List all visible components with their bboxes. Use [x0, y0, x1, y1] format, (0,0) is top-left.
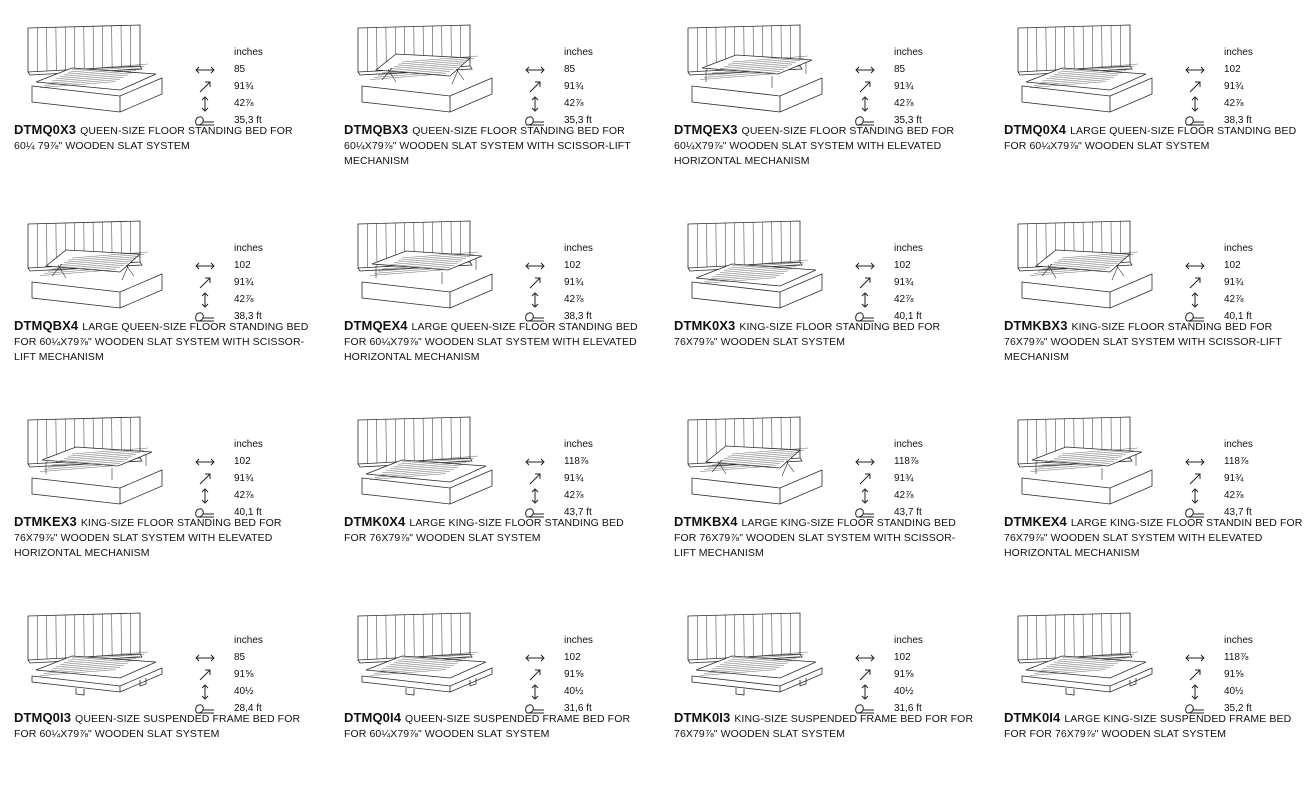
product-description-text: KING-SIZE FLOOR STANDING BED FOR 76X79⅞" WOODEN SLAT SYSTEM WITH SCISSOR-LIFT MECHANISM [1004, 321, 1282, 363]
height-arrow-icon [190, 487, 220, 504]
product-description [674, 514, 974, 561]
dimension-height-value: 42⅞ [894, 487, 913, 504]
dimension-height [520, 95, 583, 112]
height-arrow-icon [850, 487, 880, 504]
dimension-height [850, 683, 913, 700]
dimension-width [190, 61, 245, 78]
dimension-length [1180, 470, 1243, 487]
dimension-width-value: 102 [1224, 61, 1241, 78]
width-arrow-icon [190, 257, 220, 274]
dimension-volume-value: 35,2 ft [1224, 700, 1252, 717]
bed-drawing [682, 218, 832, 316]
dimension-width [520, 257, 581, 274]
product-description-text: LARGE QUEEN-SIZE FLOOR STANDING BED FOR 60¼X79⅞" WOODEN SLAT SYSTEM [1004, 125, 1296, 152]
bed-drawing [1012, 414, 1162, 512]
dimension-width [190, 257, 251, 274]
bed-drawing [352, 610, 502, 708]
width-arrow-icon [520, 257, 550, 274]
product-description [1004, 710, 1304, 742]
width-arrow-icon [850, 257, 880, 274]
width-arrow-icon [1180, 649, 1210, 666]
width-arrow-icon [850, 61, 880, 78]
product-code: DTMK0X4 [344, 514, 405, 529]
product-description-text: QUEEN-SIZE FLOOR STANDING BED FOR 60¼X79⅞" WOODEN SLAT SYSTEM WITH SCISSOR-LIFT MECHANISM [344, 125, 631, 167]
dimension-height [520, 291, 583, 308]
dimension-length [850, 274, 913, 291]
width-arrow-icon [1180, 61, 1210, 78]
width-arrow-icon [190, 61, 220, 78]
product-code: DTMQ0I3 [14, 710, 71, 725]
dimension-volume-value: 40,1 ft [1224, 308, 1252, 325]
length-arrow-icon [190, 274, 220, 291]
product-card [330, 414, 648, 592]
product-description-text: QUEEN-SIZE SUSPENDED FRAME BED FOR FOR 60¼X79⅞" WOODEN SLAT SYSTEM [344, 713, 630, 740]
dimension-length-value: 91¾ [1224, 78, 1243, 95]
dimension-length-value: 91¾ [564, 470, 583, 487]
dimension-length-value: 91¾ [894, 78, 913, 95]
product-card [0, 218, 318, 396]
product-code: DTMQEX4 [344, 318, 408, 333]
dimension-unit: inches [894, 632, 923, 649]
height-arrow-icon [520, 683, 550, 700]
height-arrow-icon [190, 95, 220, 112]
dimension-length-value: 91⅝ [1224, 666, 1243, 683]
dimension-volume-value: 43,7 ft [564, 504, 592, 521]
dimension-height [1180, 95, 1243, 112]
dimension-length [520, 666, 583, 683]
dimension-width [850, 649, 911, 666]
dimension-height [850, 95, 913, 112]
length-arrow-icon [850, 78, 880, 95]
length-arrow-icon [850, 470, 880, 487]
dimension-width-value: 85 [894, 61, 905, 78]
dimension-length [850, 78, 913, 95]
dimension-width-value: 85 [564, 61, 575, 78]
product-description [674, 318, 974, 350]
height-arrow-icon [850, 95, 880, 112]
dimension-width [190, 453, 251, 470]
width-arrow-icon [190, 453, 220, 470]
dimension-length-value: 91¾ [894, 274, 913, 291]
dimension-length [520, 274, 583, 291]
product-code: DTMK0I3 [674, 710, 730, 725]
length-arrow-icon [520, 274, 550, 291]
dimension-width-value: 85 [234, 61, 245, 78]
height-arrow-icon [520, 291, 550, 308]
product-card [0, 610, 318, 788]
dimension-unit: inches [894, 436, 923, 453]
product-code: DTMQBX3 [344, 122, 408, 137]
dimension-width [520, 649, 581, 666]
bed-drawing [22, 610, 172, 708]
dimension-width [1180, 61, 1241, 78]
product-description-text: LARGE KING-SIZE FLOOR STANDING BED FOR 76X79⅞" WOODEN SLAT SYSTEM WITH SCISSOR-LIFT MECHANISM [674, 517, 956, 559]
dimension-width-value: 85 [234, 649, 245, 666]
product-description-text: LARGE KING-SIZE SUSPENDED FRAME BED FOR FOR 76X79⅞" WOODEN SLAT SYSTEM [1004, 713, 1291, 740]
dimension-unit: inches [234, 44, 263, 61]
dimension-unit: inches [894, 240, 923, 257]
height-arrow-icon [1180, 683, 1210, 700]
width-arrow-icon [520, 649, 550, 666]
dimension-width [850, 453, 918, 470]
product-description [1004, 122, 1304, 154]
dimension-height-value: 42⅞ [894, 95, 913, 112]
dimension-volume-value: 38,3 ft [564, 308, 592, 325]
dimension-height-value: 42⅞ [894, 291, 913, 308]
dimension-height-value: 40½ [1224, 683, 1243, 700]
dimension-height [1180, 487, 1243, 504]
product-description [344, 710, 644, 742]
product-code: DTMKEX3 [14, 514, 77, 529]
height-arrow-icon [520, 95, 550, 112]
dimension-length-value: 91¾ [564, 78, 583, 95]
bed-drawing [352, 22, 502, 120]
dimension-width-value: 118⅞ [1224, 649, 1248, 666]
dimension-width-value: 118⅞ [894, 453, 918, 470]
dimension-height [1180, 291, 1243, 308]
dimension-length-value: 91¾ [1224, 274, 1243, 291]
product-description [1004, 514, 1304, 561]
product-code: DTMKEX4 [1004, 514, 1067, 529]
dimension-width [850, 61, 905, 78]
dimension-length-value: 91¾ [234, 274, 253, 291]
product-code: DTMK0I4 [1004, 710, 1060, 725]
dimension-volume-value: 38,3 ft [1224, 112, 1252, 129]
product-description-text: QUEEN-SIZE FLOOR STANDING BED FOR 60¼ 79⅞" WOODEN SLAT SYSTEM [14, 125, 293, 152]
product-description [344, 514, 644, 546]
dimension-height-value: 42⅞ [564, 487, 583, 504]
dimension-length [1180, 274, 1243, 291]
dimension-volume-value: 31,6 ft [894, 700, 922, 717]
dimension-height-value: 42⅞ [1224, 95, 1243, 112]
dimension-height [190, 95, 253, 112]
product-description-text: QUEEN-SIZE FLOOR STANDING BED FOR 60¼X79⅞" WOODEN SLAT SYSTEM WITH ELEVATED HORIZONTAL MECHANISM [674, 125, 954, 167]
product-card [330, 22, 648, 200]
dimension-height-value: 40½ [894, 683, 913, 700]
bed-drawing [682, 414, 832, 512]
height-arrow-icon [190, 683, 220, 700]
dimension-width-value: 102 [1224, 257, 1241, 274]
dimension-volume-value: 43,7 ft [894, 504, 922, 521]
product-code: DTMQ0X3 [14, 122, 76, 137]
height-arrow-icon [850, 291, 880, 308]
height-arrow-icon [1180, 487, 1210, 504]
dimension-height [520, 683, 583, 700]
product-description-text: KING-SIZE SUSPENDED FRAME BED FOR FOR 76X79⅞" WOODEN SLAT SYSTEM [674, 713, 973, 740]
product-card [660, 414, 978, 592]
width-arrow-icon [520, 61, 550, 78]
dimension-length [190, 666, 253, 683]
dimension-width [1180, 257, 1241, 274]
bed-drawing [1012, 610, 1162, 708]
dimension-unit: inches [564, 240, 593, 257]
product-description [344, 318, 644, 365]
product-code: DTMK0X3 [674, 318, 735, 333]
dimension-length [850, 666, 913, 683]
product-card [0, 22, 318, 200]
dimension-volume-value: 43,7 ft [1224, 504, 1252, 521]
product-card [660, 610, 978, 788]
dimension-volume-value: 35,3 ft [564, 112, 592, 129]
dimension-height-value: 42⅞ [564, 291, 583, 308]
height-arrow-icon [850, 683, 880, 700]
dimension-length [1180, 666, 1243, 683]
dimension-height [190, 291, 253, 308]
product-description-text: KING-SIZE FLOOR STANDING BED FOR 76X79⅞" WOODEN SLAT SYSTEM WITH ELEVATED HORIZONTAL MECHANISM [14, 517, 282, 559]
dimension-length-value: 91¾ [1224, 470, 1243, 487]
product-card [990, 22, 1308, 200]
width-arrow-icon [520, 453, 550, 470]
product-description [344, 122, 644, 169]
product-code: DTMQBX4 [14, 318, 78, 333]
bed-drawing [682, 22, 832, 120]
length-arrow-icon [1180, 274, 1210, 291]
product-code: DTMKBX4 [674, 514, 738, 529]
dimension-height-value: 42⅞ [234, 291, 253, 308]
dimension-unit: inches [1224, 240, 1253, 257]
dimension-unit: inches [1224, 436, 1253, 453]
dimension-unit: inches [564, 44, 593, 61]
product-description [14, 318, 314, 365]
dimension-length-value: 91⅝ [564, 666, 583, 683]
dimension-height-value: 42⅞ [234, 95, 253, 112]
product-code: DTMQ0I4 [344, 710, 401, 725]
height-arrow-icon [190, 291, 220, 308]
dimension-height-value: 42⅞ [1224, 487, 1243, 504]
dimension-length-value: 91¾ [894, 470, 913, 487]
dimension-width [1180, 453, 1248, 470]
product-description-text: LARGE QUEEN-SIZE FLOOR STANDING BED FOR 60¼X79⅞" WOODEN SLAT SYSTEM WITH SCISSOR-LIFT MECHANISM [14, 321, 308, 363]
bed-drawing [22, 414, 172, 512]
product-card [990, 218, 1308, 396]
product-description [14, 514, 314, 561]
dimension-length-value: 91⅝ [234, 666, 253, 683]
product-description [14, 710, 314, 742]
product-card [990, 610, 1308, 788]
height-arrow-icon [520, 487, 550, 504]
dimension-length [190, 78, 253, 95]
product-code: DTMQ0X4 [1004, 122, 1066, 137]
dimension-width-value: 118⅞ [1224, 453, 1248, 470]
product-description-text: QUEEN-SIZE SUSPENDED FRAME BED FOR FOR 60¼X79⅞" WOODEN SLAT SYSTEM [14, 713, 300, 740]
dimension-height [850, 291, 913, 308]
bed-drawing [1012, 218, 1162, 316]
dimension-width-value: 118⅞ [564, 453, 588, 470]
product-card [990, 414, 1308, 592]
product-description-text: LARGE QUEEN-SIZE FLOOR STANDING BED FOR 60¼X79⅞" WOODEN SLAT SYSTEM WITH ELEVATED HORIZONTAL MECHANISM [344, 321, 638, 363]
width-arrow-icon [1180, 257, 1210, 274]
dimension-unit: inches [564, 436, 593, 453]
dimension-height [1180, 683, 1243, 700]
product-description-text: LARGE KING-SIZE FLOOR STANDING BED FOR 76X79⅞" WOODEN SLAT SYSTEM [344, 517, 624, 544]
width-arrow-icon [850, 453, 880, 470]
product-description [674, 122, 974, 169]
length-arrow-icon [520, 666, 550, 683]
bed-drawing [682, 610, 832, 708]
width-arrow-icon [850, 649, 880, 666]
product-description [1004, 318, 1304, 365]
dimension-unit: inches [564, 632, 593, 649]
dimension-height-value: 40½ [564, 683, 583, 700]
dimension-width [1180, 649, 1248, 666]
length-arrow-icon [1180, 78, 1210, 95]
dimension-height [190, 683, 253, 700]
dimension-unit: inches [894, 44, 923, 61]
dimension-width-value: 102 [564, 649, 581, 666]
dimension-length [520, 78, 583, 95]
product-card [660, 218, 978, 396]
width-arrow-icon [1180, 453, 1210, 470]
bed-drawing [352, 414, 502, 512]
dimension-height-value: 42⅞ [1224, 291, 1243, 308]
dimension-width [520, 453, 588, 470]
length-arrow-icon [850, 666, 880, 683]
length-arrow-icon [520, 470, 550, 487]
length-arrow-icon [190, 470, 220, 487]
length-arrow-icon [1180, 470, 1210, 487]
product-code: DTMKBX3 [1004, 318, 1068, 333]
product-code: DTMQEX3 [674, 122, 738, 137]
dimension-width-value: 102 [234, 257, 251, 274]
dimension-width-value: 102 [564, 257, 581, 274]
product-card [660, 22, 978, 200]
product-card [330, 218, 648, 396]
dimension-unit: inches [1224, 44, 1253, 61]
dimension-width [850, 257, 911, 274]
dimension-length [190, 274, 253, 291]
dimension-width-value: 102 [894, 257, 911, 274]
dimension-length [1180, 78, 1243, 95]
bed-drawing [22, 218, 172, 316]
dimension-height-value: 42⅞ [564, 95, 583, 112]
dimension-length [850, 470, 913, 487]
product-card [330, 610, 648, 788]
width-arrow-icon [190, 649, 220, 666]
product-description [14, 122, 314, 154]
length-arrow-icon [190, 78, 220, 95]
dimension-width-value: 102 [894, 649, 911, 666]
length-arrow-icon [850, 274, 880, 291]
dimension-length [190, 470, 253, 487]
dimension-width [190, 649, 245, 666]
height-arrow-icon [1180, 95, 1210, 112]
dimension-unit: inches [234, 436, 263, 453]
length-arrow-icon [190, 666, 220, 683]
dimension-volume-value: 40,1 ft [234, 504, 262, 521]
bed-drawing [22, 22, 172, 120]
height-arrow-icon [1180, 291, 1210, 308]
length-arrow-icon [520, 78, 550, 95]
dimension-height [190, 487, 253, 504]
dimension-unit: inches [234, 632, 263, 649]
dimension-height [850, 487, 913, 504]
product-description-text: KING-SIZE FLOOR STANDING BED FOR 76X79⅞" WOODEN SLAT SYSTEM [674, 321, 940, 348]
dimension-volume-value: 35,3 ft [894, 112, 922, 129]
product-description-text: LARGE KING-SIZE FLOOR STANDIN BED FOR 76X79⅞" WOODEN SLAT SYSTEM WITH ELEVATED HORIZONTAL MECHANISM [1004, 517, 1302, 559]
dimension-volume-value: 31,6 ft [564, 700, 592, 717]
product-description [674, 710, 974, 742]
dimension-height [520, 487, 583, 504]
product-card [0, 414, 318, 592]
dimension-unit: inches [234, 240, 263, 257]
dimension-volume-value: 35,3 ft [234, 112, 262, 129]
dimension-length [520, 470, 583, 487]
length-arrow-icon [1180, 666, 1210, 683]
dimension-length-value: 91¾ [234, 470, 253, 487]
dimension-unit: inches [1224, 632, 1253, 649]
bed-drawing [352, 218, 502, 316]
dimension-width-value: 102 [234, 453, 251, 470]
dimension-volume-value: 40,1 ft [894, 308, 922, 325]
dimension-height-value: 42⅞ [234, 487, 253, 504]
dimension-width [520, 61, 575, 78]
dimension-length-value: 91⅝ [894, 666, 913, 683]
dimension-length-value: 91¾ [564, 274, 583, 291]
bed-drawing [1012, 22, 1162, 120]
dimension-length-value: 91¾ [234, 78, 253, 95]
dimension-volume-value: 38,3 ft [234, 308, 262, 325]
dimension-volume-value: 28,4 ft [234, 700, 262, 717]
dimension-height-value: 40½ [234, 683, 253, 700]
